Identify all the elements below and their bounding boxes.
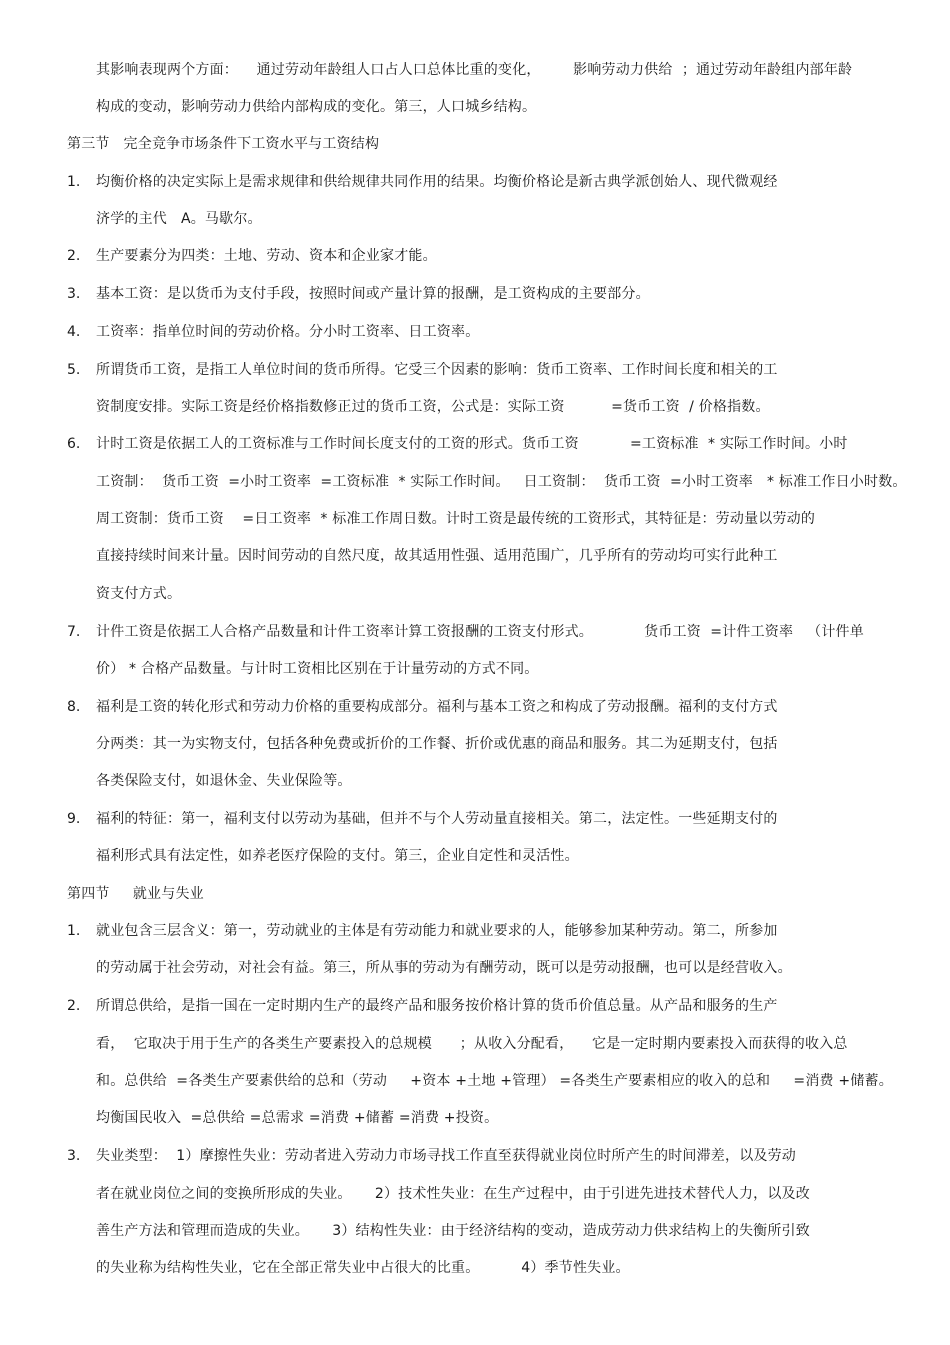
item-line: 资支付方式。: [96, 586, 182, 602]
item-number: 3.: [67, 1148, 81, 1164]
item-number: 7.: [67, 624, 81, 640]
item-line: 周工资制：货币工资 =日工资率 * 标准工作周日数。计时工资是最传统的工资形式，其特征是：劳动量以劳动的: [96, 511, 816, 527]
section-4-heading: 第四节 就业与失业: [67, 886, 204, 902]
item-number: 8.: [67, 699, 81, 715]
item-line: 福利是工资的转化形式和劳动力价格的重要构成部分。福利与基本工资之和构成了劳动报酬。福利的支付方式: [96, 699, 778, 715]
item-line: 计时工资是依据工人的工资标准与工作时间长度支付的工资的形式。货币工资 =工资标准 * 实际工作时间。小时: [96, 436, 848, 452]
item-line: 分两类：其一为实物支付，包括各种免费或折价的工作餐、折价或优惠的商品和服务。其二为延期支付，包括: [96, 736, 778, 752]
item-line: 计件工资是依据工人合格产品数量和计件工资率计算工资报酬的工资支付形式。 货币工资 =计件工资率 （计件单: [96, 624, 864, 640]
item-line: 资制度安排。实际工资是经价格指数修正过的货币工资，公式是：实际工资 =货币工资 / 价格指数。: [96, 399, 770, 415]
item-line: 均衡国民收入 =总供给 =总需求 =消费 +储蓄 =消费 +投资。: [96, 1110, 499, 1126]
item-line: 福利的特征：第一，福利支付以劳动为基础，但并不与个人劳动量直接相关。第二，法定性。一些延期支付的: [96, 811, 778, 827]
item-line: 所谓总供给，是指一国在一定时期内生产的最终产品和服务按价格计算的货币价值总量。从产品和服务的生产: [96, 998, 778, 1014]
item-line: 均衡价格的决定实际上是需求规律和供给规律共同作用的结果。均衡价格论是新古典学派创始人、现代微观经: [96, 174, 778, 190]
intro-line-2: 构成的变动，影响劳动力供给内部构成的变化。第三，人口城乡结构。: [96, 99, 537, 115]
item-line: 所谓货币工资，是指工人单位时间的货币所得。它受三个因素的影响：货币工资率、工作时间长度和相关的工: [96, 362, 778, 378]
item-number: 6.: [67, 436, 81, 452]
item-line: 直接持续时间来计量。因时间劳动的自然尺度，故其适用性强、适用范围广，几乎所有的劳动均可实行此种工: [96, 548, 778, 564]
item-number: 9.: [67, 811, 81, 827]
item-line: 生产要素分为四类：土地、劳动、资本和企业家才能。: [96, 248, 437, 264]
item-number: 3.: [67, 286, 81, 302]
item-line: 就业包含三层含义：第一，劳动就业的主体是有劳动能力和就业要求的人，能够参加某种劳动。第二，所参加: [96, 923, 778, 939]
item-line: 的劳动属于社会劳动，对社会有益。第三，所从事的劳动为有酬劳动，既可以是劳动报酬，也可以是经营收入。: [96, 960, 792, 976]
item-number: 5.: [67, 362, 81, 378]
item-line: 失业类型： 1）摩擦性失业：劳动者进入劳动力市场寻找工作直至获得就业岗位时所产生的时间滞差，以及劳动: [96, 1148, 797, 1164]
item-line: 和。总供给 =各类生产要素供给的总和（劳动 +资本 +土地 +管理） =各类生产要素相应的收入的总和 =消费 +储蓄。: [96, 1073, 893, 1089]
item-line: 看， 它取决于用于生产的各类生产要素投入的总规模 ；从收入分配看， 它是一定时期内要素投入而获得的收入总: [96, 1036, 848, 1052]
item-number: 1.: [67, 174, 81, 190]
item-line: 工资率：指单位时间的劳动价格。分小时工资率、日工资率。: [96, 324, 480, 340]
item-line: 的失业称为结构性失业，它在全部正常失业中占很大的比重。 4）季节性失业。: [96, 1260, 630, 1276]
intro-line-1: 其影响表现两个方面： 通过劳动年龄组人口占人口总体比重的变化， 影响劳动力供给 ；通过劳动年龄组内部年龄: [96, 62, 853, 78]
item-line: 善生产方法和管理而造成的失业。 3）结构性失业：由于经济结构的变动，造成劳动力供求结构上的失衡所引致: [96, 1223, 810, 1239]
item-number: 4.: [67, 324, 81, 340]
item-number: 1.: [67, 923, 81, 939]
item-line: 济学的主代 A。马歇尔。: [96, 211, 262, 227]
item-line: 者在就业岗位之间的变换所形成的失业。 2）技术性失业：在生产过程中，由于引进先进技术替代人力，以及改: [96, 1186, 810, 1202]
item-line: 基本工资：是以货币为支付手段，按照时间或产量计算的报酬，是工资构成的主要部分。: [96, 286, 650, 302]
item-line: 福利形式具有法定性，如养老医疗保险的支付。第三，企业自定性和灵活性。: [96, 848, 579, 864]
item-line: 价） * 合格产品数量。与计时工资相比区别在于计量劳动的方式不同。: [96, 661, 539, 677]
item-line: 各类保险支付，如退休金、失业保险等。: [96, 773, 352, 789]
item-number: 2.: [67, 998, 81, 1014]
section-3-heading: 第三节 完全竞争市场条件下工资水平与工资结构: [67, 136, 380, 152]
item-line: 工资制： 货币工资 =小时工资率 =工资标准 * 实际工作时间。 日工资制： 货币工资 =小时工资率 * 标准工作日小时数。: [96, 474, 907, 490]
item-number: 2.: [67, 248, 81, 264]
